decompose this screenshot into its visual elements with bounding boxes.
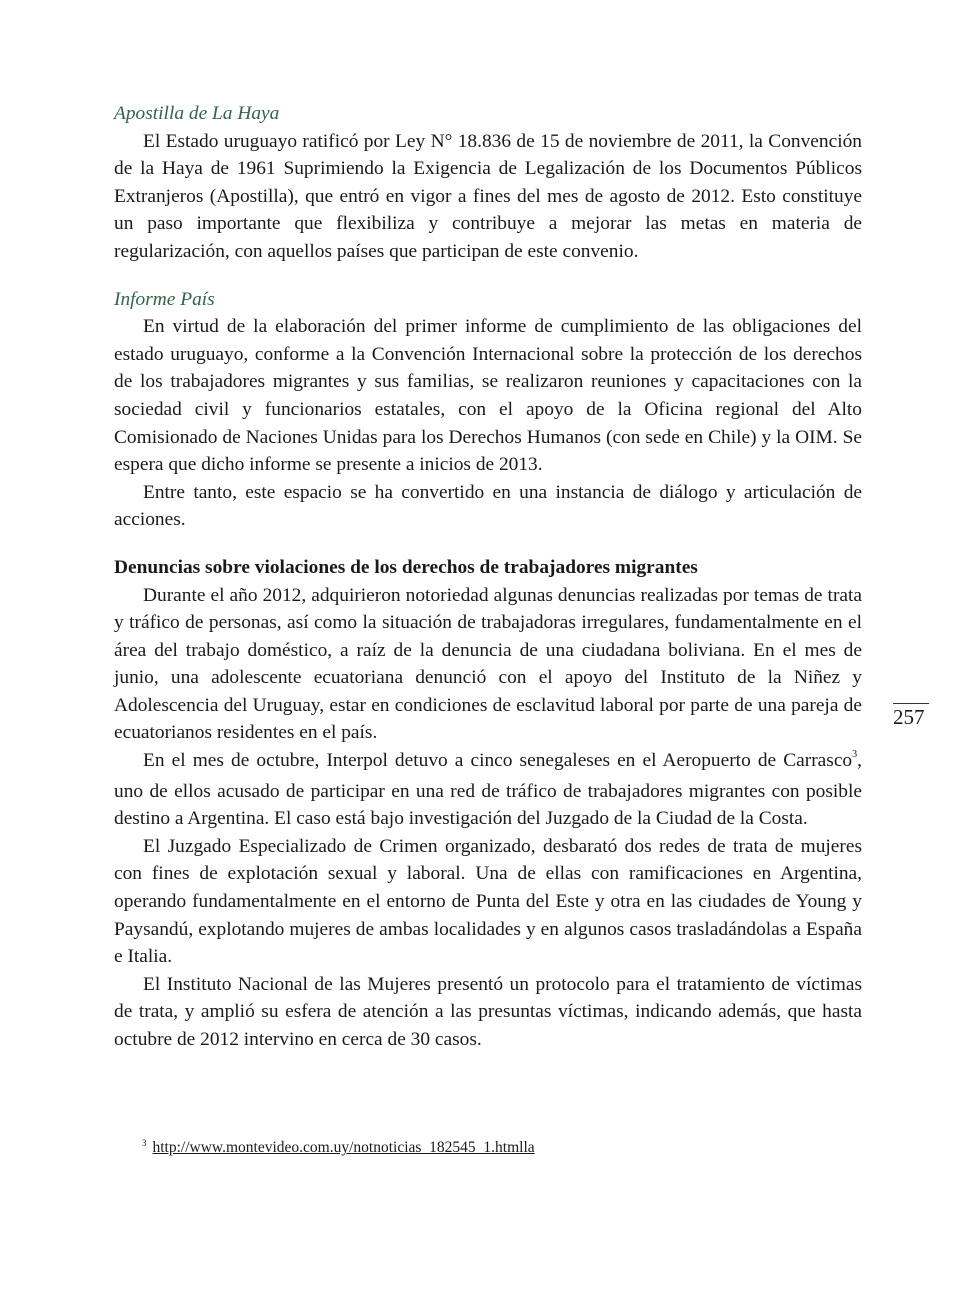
section-denuncias [114, 554, 862, 1054]
page-number: 257 [893, 705, 925, 729]
section-heading: Denuncias sobre violaciones de los derechos de trabajadores migrantes [114, 556, 698, 578]
section-informe-pais [114, 286, 862, 534]
footnote-link[interactable]: http://www.montevideo.com.uy/notnoticias_182545_1.htmlla [152, 1139, 535, 1156]
footnote-reference[interactable]: 3 [852, 749, 858, 761]
section-heading: Informe País [114, 288, 215, 310]
paragraph-with-footnote [114, 747, 862, 833]
paragraph: El Estado uruguayo ratificó por Ley N° 18.836 de 15 de noviembre de 2011, la Convención de la Haya de 1961 Suprimiendo la Exigencia de Legalización de los Documentos Públicos Extranjeros (Apostilla), que entró en vigor a fines del mes de agosto de 2012. Esto constituye un paso importante que flexibiliza y contribuye a mejorar las metas en materia de regularización, con aquellos países que participan de este convenio. [114, 130, 862, 262]
page-number-rule [893, 703, 929, 704]
paragraph-text: , uno de ellos acusado de participar en una red de tráfico de trabajadores migrantes con posible destino a Argentina. El caso está bajo investigación del Juzgado de la Ciudad de la Costa. [114, 750, 862, 830]
paragraph: El Instituto Nacional de las Mujeres presentó un protocolo para el tratamiento de víctimas de trata, y amplió su esfera de atención a las presuntas víctimas, indicando además, que hasta octubre de 2012 intervino en cerca de 30 casos. [114, 973, 862, 1050]
footnote-mark: 3 [142, 1138, 147, 1148]
paragraph: El Juzgado Especializado de Crimen organizado, desbarató dos redes de trata de mujeres con fines de explotación sexual y laboral. Una de ellas con ramificaciones en Argentina, operando fundamentalmente en el entorno de Punta del Este y otra en las ciudades de Young y Paysandú, explotando mujeres de ambas localidades y en algunos casos trasladándolas a España e Italia. [114, 835, 862, 968]
section-apostilla [114, 100, 862, 266]
paragraph: Entre tanto, este espacio se ha convertido en una instancia de diálogo y articulación de acciones. [114, 481, 862, 531]
section-heading: Apostilla de La Haya [114, 103, 280, 124]
page-body [114, 100, 862, 1054]
paragraph: En virtud de la elaboración del primer informe de cumplimiento de las obligaciones del estado uruguayo, conforme a la Convención Internacional sobre la protección de los derechos de los trabajadores migrantes y sus familias, se realizaron reuniones y capacitaciones con la sociedad civil y funcionarios estatales, con el apoyo de la Oficina regional del Alto Comisionado de Naciones Unidas para los Derechos Humanos (con sede en Chile) y la OIM. Se espera que dicho informe se presente a inicios de 2013. [114, 316, 862, 476]
paragraph: Durante el año 2012, adquirieron notoriedad algunas denuncias realizadas por temas de trata y tráfico de personas, así como la situación de trabajadoras irregulares, fundamentalmente en el área del trabajo doméstico, a raíz de la denuncia de una ciudadana boliviana. En el mes de junio, una adolescente ecuatoriana denunció con el apoyo del Instituto de la Niñez y Adolescencia del Uruguay, estar en condiciones de esclavitud laboral por parte de una pareja de ecuatorianos residentes en el país. [114, 584, 862, 744]
paragraph-text: En el mes de octubre, Interpol detuvo a cinco senegaleses en el Aeropuerto de Carrasco [143, 750, 853, 772]
footnote [142, 1138, 535, 1159]
